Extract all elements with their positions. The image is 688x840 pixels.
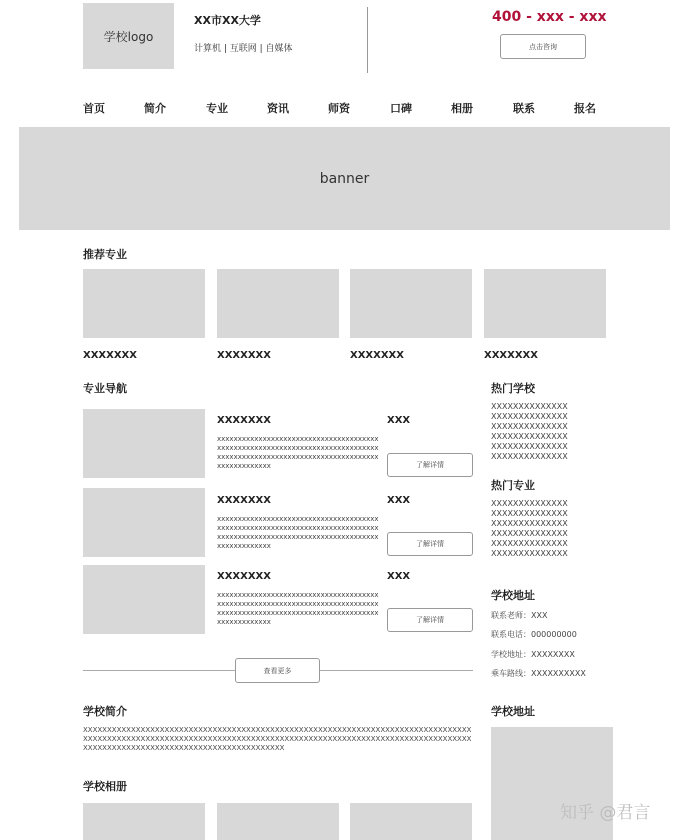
nav-item-contact[interactable]: 联系	[513, 102, 535, 115]
address-map[interactable]	[491, 727, 613, 840]
recommended-label[interactable]: XXXXXXX	[484, 350, 538, 361]
major-nav-title: 专业导航	[83, 382, 127, 395]
album-title: 学校相册	[83, 780, 127, 793]
hot-major-item[interactable]: XXXXXXXXXXXXXX	[491, 519, 568, 528]
hotline-phone: 400 - xxx - xxx	[492, 9, 607, 25]
address-title: 学校地址	[491, 589, 535, 602]
watermark: 知乎 @君言	[560, 803, 651, 823]
recommended-title: 推荐专业	[83, 248, 127, 261]
nav-item-album[interactable]: 相册	[451, 102, 473, 115]
major-image[interactable]	[83, 488, 205, 557]
school-name: XX市XX大学	[194, 14, 261, 27]
major-image[interactable]	[83, 409, 205, 478]
view-more-button[interactable]: 查看更多	[235, 658, 320, 683]
contact-phone: 联系电话：000000000	[491, 630, 577, 639]
album-image[interactable]	[350, 803, 472, 840]
intro-text: XXXXXXXXXXXXXXXXXXXXXXXXXXXXXXXXXXXXXXXXXXXXXXXXXXXXXXXXXXXXXXXXXXXXXXXXXXXXXXXXXXXXXXXXXXXXXXXXXXXXXXXXXXXXXXXXXXXXXXXXXXXXXXXXXXXXXXXXXXXXXXXXXXXXXXXXXXXXXXXXXXXXXXXXXXXXXXXXXXXXXXXXXXXXXXXXXXXXXXXXXXXX	[83, 726, 472, 752]
hot-schools-title: 热门学校	[491, 382, 535, 395]
hot-school-item[interactable]: XXXXXXXXXXXXXX	[491, 412, 568, 421]
nav-item-home[interactable]: 首页	[83, 102, 105, 115]
hot-majors-list	[491, 499, 568, 559]
banner-text: banner	[319, 170, 370, 187]
album-image[interactable]	[83, 803, 205, 840]
hot-major-item[interactable]: XXXXXXXXXXXXXX	[491, 499, 568, 508]
major-details-button[interactable]: 了解详情	[387, 532, 473, 556]
hot-schools-list	[491, 402, 568, 462]
major-description: xxxxxxxxxxxxxxxxxxxxxxxxxxxxxxxxxxxxxxxxxxxxxxxxxxxxxxxxxxxxxxxxxxxxxxxxxxxxxxxxxxxxxxxxxxxxxxxxxxxxxxxxxxxxxxxxxxxxxxxxxxxxxxxxxx	[217, 591, 379, 626]
hot-major-item[interactable]: XXXXXXXXXXXXXX	[491, 529, 568, 538]
hot-major-item[interactable]: XXXXXXXXXXXXXX	[491, 549, 568, 558]
nav-item-news[interactable]: 资讯	[267, 102, 289, 115]
major-details-button[interactable]: 了解详情	[387, 453, 473, 477]
hot-major-item[interactable]: XXXXXXXXXXXXXX	[491, 539, 568, 548]
hot-school-item[interactable]: XXXXXXXXXXXXXX	[491, 402, 568, 411]
major-image[interactable]	[83, 565, 205, 634]
hot-school-item[interactable]: XXXXXXXXXXXXXX	[491, 452, 568, 461]
recommended-image[interactable]	[350, 269, 472, 338]
nav-item-reviews[interactable]: 口碑	[390, 102, 412, 115]
intro-title: 学校简介	[83, 705, 127, 718]
school-address: 学校地址：XXXXXXXX	[491, 650, 575, 659]
consult-button[interactable]: 点击咨询	[500, 34, 586, 59]
major-name[interactable]: XXXXXXX	[217, 495, 271, 506]
nav-item-enroll[interactable]: 报名	[574, 102, 596, 115]
school-logo-text: 学校logo	[103, 29, 154, 44]
school-tags: 计算机 | 互联网 | 自媒体	[194, 44, 293, 54]
major-details-button[interactable]: 了解详情	[387, 608, 473, 632]
nav-item-intro[interactable]: 简介	[144, 102, 166, 115]
address-map-title: 学校地址	[491, 705, 535, 718]
hot-school-item[interactable]: XXXXXXXXXXXXXX	[491, 442, 568, 451]
bus-route: 乘车路线：XXXXXXXXXX	[491, 669, 586, 678]
recommended-label[interactable]: XXXXXXX	[83, 350, 137, 361]
more-divider-left	[83, 670, 235, 671]
header-divider	[367, 7, 368, 73]
more-divider-right	[320, 670, 473, 671]
recommended-image[interactable]	[83, 269, 205, 338]
hot-major-item[interactable]: XXXXXXXXXXXXXX	[491, 509, 568, 518]
major-name[interactable]: XXXXXXX	[217, 571, 271, 582]
major-name[interactable]: XXXXXXX	[217, 415, 271, 426]
school-logo[interactable]	[83, 3, 174, 69]
nav-item-majors[interactable]: 专业	[206, 102, 228, 115]
recommended-image[interactable]	[484, 269, 606, 338]
recommended-label[interactable]: XXXXXXX	[350, 350, 404, 361]
hot-majors-title: 热门专业	[491, 479, 535, 492]
recommended-label[interactable]: XXXXXXX	[217, 350, 271, 361]
nav-item-teachers[interactable]: 师资	[328, 102, 350, 115]
major-price: XXX	[387, 571, 411, 582]
recommended-image[interactable]	[217, 269, 339, 338]
banner[interactable]	[19, 127, 670, 230]
contact-teacher: 联系老师：XXX	[491, 611, 548, 620]
major-price: XXX	[387, 415, 411, 426]
album-image[interactable]	[217, 803, 339, 840]
major-price: XXX	[387, 495, 411, 506]
hot-school-item[interactable]: XXXXXXXXXXXXXX	[491, 422, 568, 431]
hot-school-item[interactable]: XXXXXXXXXXXXXX	[491, 432, 568, 441]
major-description: xxxxxxxxxxxxxxxxxxxxxxxxxxxxxxxxxxxxxxxxxxxxxxxxxxxxxxxxxxxxxxxxxxxxxxxxxxxxxxxxxxxxxxxxxxxxxxxxxxxxxxxxxxxxxxxxxxxxxxxxxxxxxxxxxx	[217, 435, 379, 470]
major-description: xxxxxxxxxxxxxxxxxxxxxxxxxxxxxxxxxxxxxxxxxxxxxxxxxxxxxxxxxxxxxxxxxxxxxxxxxxxxxxxxxxxxxxxxxxxxxxxxxxxxxxxxxxxxxxxxxxxxxxxxxxxxxxxxxx	[217, 515, 379, 550]
